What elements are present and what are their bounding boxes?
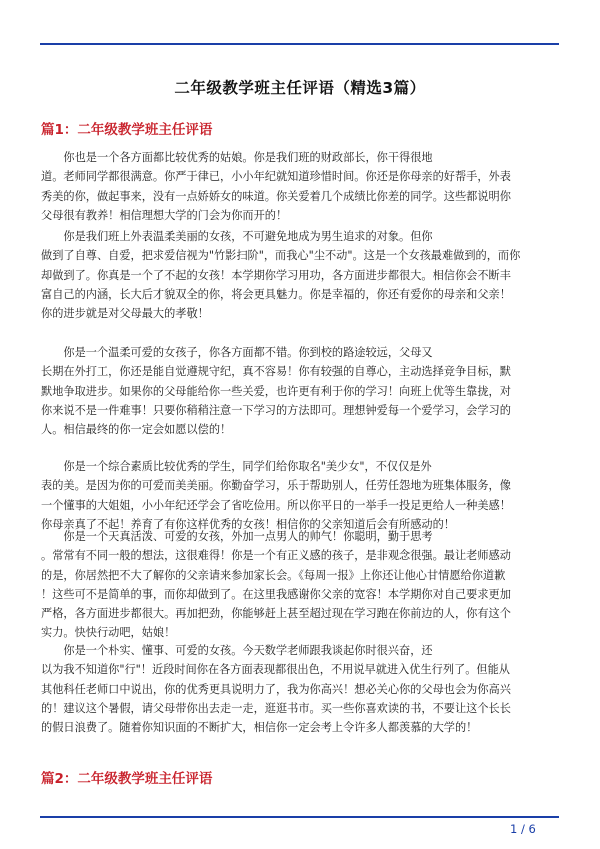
paragraph-line: 你是一个朴实、懂事、可爱的女孩。今天数学老师跟我谈起你时很兴奋，还 xyxy=(41,644,433,657)
paragraph-line: 你是一个天真活泼、可爱的女孩，外加一点男人的帅气！你聪明，勤于思考 xyxy=(41,530,433,543)
paragraph-line: 表的美。是因为你的可爱而美美丽。你勤奋学习，乐于帮助别人，任劳任怨地为班集体服务，像 xyxy=(41,479,511,493)
paragraph-line: 你也是一个各方面都比较优秀的姑娘。你是我们班的财政部长，你干得很地 xyxy=(41,151,433,164)
paragraph-line: 你是我们班上外表温柔美丽的女孩，不可避免地成为男生追求的对象。但你 xyxy=(41,230,433,243)
paragraph-5 xyxy=(41,527,561,643)
footer-rule xyxy=(40,816,559,818)
document-title: 二年级教学班主任评语（精选3篇） xyxy=(174,79,426,97)
paragraph-line: 的是，你居然把不大了解你的父亲请来参加家长会。《每周一报》上你还让他心甘情愿给你道歉 xyxy=(41,568,506,582)
paragraph-line: 你的进步就是对父母最大的孝敬！ xyxy=(41,307,209,321)
section-heading-1: 篇1：二年级教学班主任评语 xyxy=(41,122,213,138)
paragraph-6 xyxy=(41,641,561,737)
paragraph-line: 实力。快快行动吧，姑娘！ xyxy=(41,626,176,640)
paragraph-4 xyxy=(41,457,561,534)
paragraph-line: 你是一个综合素质比较优秀的学生，同学们给你取名"美少女"，不仅仅是外 xyxy=(41,460,432,473)
paragraph-line: 你母亲真了不起！养育了有你这样优秀的女孩！相信你的父亲知道后会有所感动的！ xyxy=(41,517,455,531)
paragraph-line: 你来说不是一件难事！只要你稍稍注意一下学习的方法即可。理想钟爱每一个爱学习，会学习的 xyxy=(41,403,511,417)
paragraph-line: 。常常有不同一般的想法，这很难得！你是一个有正义感的孩子，是非观念很强。最让老师感动 xyxy=(41,549,511,563)
paragraph-line: 长期在外打工，你还是能自觉遵规守纪，真不容易！你有较强的自尊心，主动选择竞争目标，默 xyxy=(41,365,511,379)
paragraph-line: 你是一个温柔可爱的女孩子，你各方面都不错。你到校的路途较远，父母又 xyxy=(41,346,433,359)
paragraph-line: 道。老师同学都很满意。你严于律已，小小年纪就知道珍惜时间。你还是你母亲的好帮手，外表 xyxy=(41,170,511,184)
paragraph-line: 却做到了。你真是一个了不起的女孩！本学期你学习用功，各方面进步都很大。相信你会不断丰 xyxy=(41,268,511,282)
header-rule xyxy=(40,43,559,45)
paragraph-line: 的！建议这个暑假，请父母带你出去走一走，逛逛书市。买一些你喜欢读的书，不要让这个长长 xyxy=(41,701,511,715)
paragraph-3 xyxy=(41,343,561,439)
paragraph-1 xyxy=(41,148,561,225)
paragraph-2 xyxy=(41,227,561,323)
paragraph-line: 做到了自尊、自爱，把求爱信视为"竹影扫阶"，而我心"尘不动"。这是一个女孩最难做到的，而你 xyxy=(41,249,521,263)
paragraph-line: 人。相信最终的你一定会如愿以偿的！ xyxy=(41,423,232,437)
paragraph-line: 父母很有教养！相信理想大学的门会为你而开的！ xyxy=(41,208,288,222)
paragraph-line: 的假日浪费了。随着你知识面的不断扩大，相信你一定会考上令许多人都羡慕的大学的！ xyxy=(41,721,478,735)
section-heading-2: 篇2：二年级教学班主任评语 xyxy=(41,771,213,787)
paragraph-line: 严格，各方面进步都很大。再加把劲，你能够赶上甚至超过现在学习跑在你前边的人，你有这个 xyxy=(41,607,511,621)
paragraph-line: 一个懂事的大姐姐，小小年纪还学会了省吃俭用。所以你平日的一举手一投足更给人一种美感！ xyxy=(41,498,511,512)
paragraph-line: 以为我不知道你"行"！近段时间你在各方面表现都很出色，不用说早就进入优生行列了。但能从 xyxy=(41,663,510,677)
paragraph-line: 秀美的你，做起事来，没有一点娇娇女的味道。你关爱着几个成绩比你差的同学。这些都说明你 xyxy=(41,189,511,203)
paragraph-line: 富自己的内涵，长大后才貌双全的你，将会更具魅力。你是幸福的，你还有爱你的母亲和父亲！ xyxy=(41,287,511,301)
paragraph-line: ！这些可不是简单的事，而你却做到了。在这里我感谢你父亲的宽容！本学期你对自己要求更加 xyxy=(41,587,511,601)
paragraph-line: 默地争取进步。如果你的父母能给你一些关爱，也许更有利于你的学习！向班上优等生靠拢，对 xyxy=(41,384,511,398)
page-number: 1 / 6 xyxy=(510,822,536,836)
paragraph-line: 其他科任老师口中说出，你的优秀更具说明力了，我为你高兴！想必关心你的父母也会为你高兴 xyxy=(41,682,511,696)
